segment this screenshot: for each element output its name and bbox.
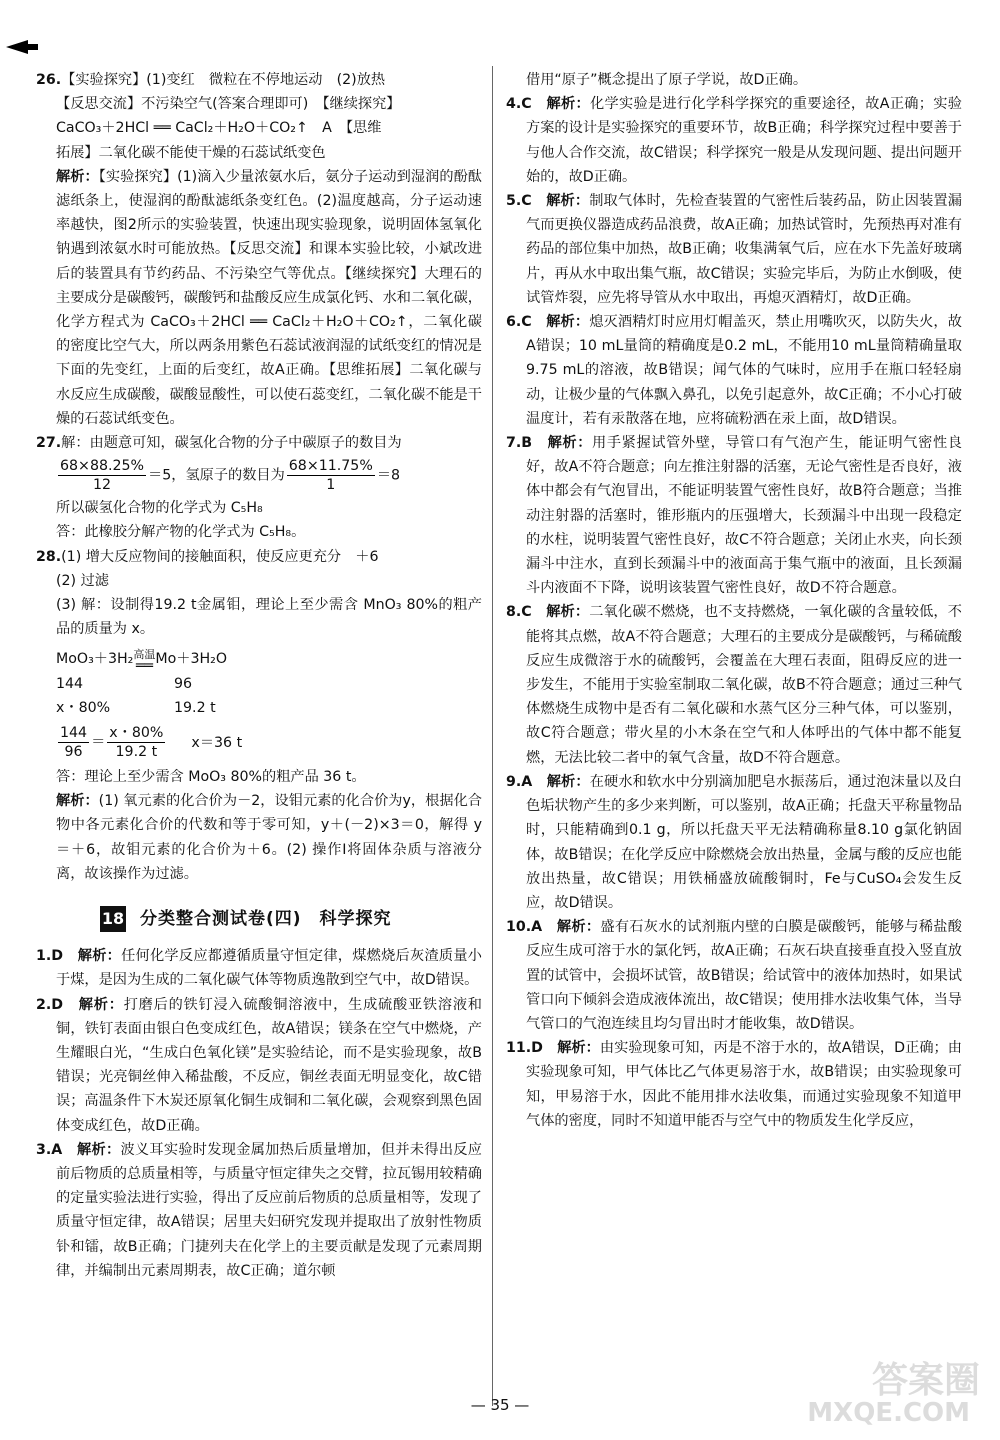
page-corner-arrow-tail (26, 44, 38, 50)
q27-answer: 答：此橡胶分解产物的化学式为 C₅H₈。 (56, 524, 306, 541)
q27-end: ＝8 (376, 467, 401, 484)
analysis-label: 解析： (547, 435, 593, 452)
q28-answer: 答：理论上至少需含 MoO₃ 80%的粗产品 36 t。 (56, 769, 366, 786)
answer-choice: D (51, 996, 64, 1013)
analysis-text: 由实验现象可知，丙是不溶于水的，故A错误，D正确；由实验现象可知，甲气体比乙气体更易溶于水，故B错误；由实验现象可知，甲易溶于水，因此不能用排水法收集，而通过实验现象不知道甲气体的密度，同时不知道甲能否与空气中的物质发生化学反应， (526, 1040, 962, 1129)
left-answer-list (36, 944, 482, 1283)
q28-analysis-label: 解析： (56, 793, 99, 810)
column-divider (492, 66, 493, 1406)
answer-item (506, 310, 962, 431)
q26-analysis-label: 解析： (56, 168, 99, 185)
answer-choice: C (521, 193, 532, 210)
answer-choice: C (521, 604, 532, 621)
answer-choice: A (531, 919, 543, 936)
answer-item (506, 770, 962, 915)
analysis-label: 解析： (78, 996, 124, 1013)
q27-fraction-hydrogen: $\frac{68\times 11.75\%}{1}$ (288, 458, 373, 494)
answer-number: 11. (506, 1040, 532, 1057)
q26-line-4: 拓展】二氧化碳不能使干燥的石蕊试纸变色 (56, 144, 326, 161)
left-column (36, 68, 482, 1283)
q28-number: 28. (36, 548, 62, 565)
analysis-text: 制取气体时，先检查装置的气密性后装药品，防止因装置漏气而更换仪器造成药品浪费，故A正确；加热试管时，先预热再对准有药品的部位集中加热，故B正确；收集满氧气后，应在水下先盖好玻璃片，再从水中取出集气瓶，故C错误；实验完毕后，为防止水倒吸，使试管炸裂，应先将导管从水中取出，再熄灭酒精灯，故D正确。 (526, 193, 962, 306)
answer-item (506, 915, 962, 1036)
section-heading (100, 906, 482, 932)
answer-item (506, 600, 962, 769)
analysis-label: 解析： (77, 1141, 121, 1158)
analysis-text: 用手紧握试管外壁，导管口有气泡产生，能证明气密性良好，故A不符合题意；向左推注射器的活塞，无论气密性是否良好，液体中都会有气泡冒出，不能证明装置气密性良好，故B符合题意；当推动注射器的活塞时，锥形瓶内的压强增大，长颈漏斗中出现一段稳定的水柱，说明装置气密性良好，故C不符合题意；关闭止水夹，向长颈漏斗中注水，直到长颈漏斗中的液面高于集气瓶中的液面，且长颈漏斗内液面不下降，说明该装置气密性良好，故D不符合题意。 (526, 435, 962, 597)
analysis-text: 波义耳实验时发现金属加热后质量增加，但并未得出反应前后物质的总质量相等，与质量守恒定律失之交臂，拉瓦锡用较精确的定量实验法进行实验，得出了反应前后物质的总质量相等，发现了质量守恒定律，故A错误；居里夫妇研究发现并提取出了放射性物质钋和镭，故B正确；门捷列夫在化学上的主要贡献是发现了元素周期律，并编制出元素周期表，故C正确；道尔顿 (56, 1141, 482, 1279)
answer-choice: D (51, 948, 64, 965)
right-answer-list (506, 92, 962, 1133)
answer-choice: C (521, 314, 532, 331)
answer-item (36, 1138, 482, 1283)
analysis-text: 在硬水和软水中分别滴加肥皂水振荡后，通过泡沫量以及白色垢状物产生的多少来判断，可以鉴别，故A正确；托盘天平称量物品时，只能精确到0.1 g，所以托盘天平无法精确称量8.10 g氯化钠固体，故B错误；在化学反应中除燃烧会放出热量，金属与酸的反应也能放出热量，故C错误；用铁桶盛放硫酸铜时，Fe与CuSO₄会发生反应，故D错误。 (526, 773, 962, 911)
analysis-text: 任何化学反应都遵循质量守恒定律，煤燃烧后灰渣质量小于煤，是因为生成的二氧化碳气体等物质逸散到空气中，故D错误。 (56, 948, 482, 989)
question-26 (36, 68, 482, 431)
answer-item (506, 431, 962, 600)
q28-analysis: (1) 氧元素的化合价为－2，设钼元素的化合价为y，根据化合物中各元素化合价的代数和等于零可知，y＋(－2)×3＝0，解得 y＝＋6，故钼元素的化合价为＋6。(2) 操作Ⅰ将固体杂质与溶液分离，故该操作为过滤。 (56, 793, 482, 882)
q27-formula-line: 所以碳氢化合物的化学式为 C₅H₈ (56, 500, 263, 517)
answer-choice: C (521, 96, 532, 113)
answer-number: 6. (506, 314, 522, 331)
q26-line-3: CaCO₃＋2HCl ══ CaCl₂＋H₂O＋CO₂↑ A 【思维 (56, 120, 382, 137)
page-number: — 35 — (470, 1396, 530, 1414)
q27-intro: 解：由题意可知，碳氢化合物的分子中碳原子的数目为 (61, 435, 402, 452)
answer-number: 10. (506, 919, 532, 936)
q26-analysis: 【实验探究】(1)滴入少量浓氨水后，氨分子运动到湿润的酚酞滤纸条上，使湿润的酚酞滤纸条变红色。(2)温度越高，分子运动速率越快，图2所示的实验装置，快速出现实验现象，说明固体氢氧化钠遇到浓氨水时可能放热。【反思交流】和课本实验比较，小斌改进后的装置具有节约药品、不污染空气等优点。【继续探究】大理石的主要成分是碳酸钙，碳酸钙和盐酸反应生成氯化钙、水和二氧化碳，化学方程式为 CaCO₃＋2HCl ══ CaCl₂＋H₂O＋CO₂↑，二氧化碳的密度比空气大，所以两条用紫色石蕊试液润湿的试纸变红的情况是下面的先变红，上面的后变红，故A正确。【思维拓展】二氧化碳与水反应生成碳酸，碳酸显酸性，可以使石蕊变红，二氧化碳不能是干燥的石蕊试纸变色。 (56, 168, 482, 427)
answer-number: 5. (506, 193, 522, 210)
analysis-label: 解析： (546, 604, 590, 621)
watermark-url: MXQE.COM (807, 1398, 970, 1428)
analysis-text: 熄灭酒精灯时应用灯帽盖灭，禁止用嘴吹灭，以防失火，故A错误；10 mL量筒的精确度是0.2 mL，不能用10 mL量筒精确量取9.75 mL的溶液，故B错误；闻气体的气味时，应用手在瓶口轻轻扇动，让极少量的气体飘入鼻孔，以免引起意外，故C正确；不小心打破温度计，若有汞散落在地，应将硫粉洒在汞上面，故D错误。 (526, 314, 962, 427)
answer-choice: A (51, 1141, 63, 1158)
q28-part-3: (3) 解：设制得19.2 t金属钼，理论上至少需含 MnO₃ 80%的粗产品的质量为 x。 (56, 597, 482, 638)
answer-choice: A (521, 773, 533, 790)
q27-number: 27. (36, 435, 62, 452)
analysis-text: 盛有石灰水的试剂瓶内壁的白膜是碳酸钙，能够与稀盐酸反应生成可溶于水的氯化钙，故A正确；石灰石块直接垂直投入竖直放置的试管中，会损坏试管，故B错误；给试管中的液体加热时，如果试管口向下倾斜会造成液体流出，故C错误；使用排水法收集气体，当导气管口的气泡连续且均匀冒出时才能收集，故D错误。 (526, 919, 962, 1032)
q28-part-2: (2) 过滤 (56, 572, 109, 589)
q28-molar-mass-row: 144 96 (56, 675, 193, 692)
answer-number: 3. (36, 1141, 52, 1158)
analysis-label: 解析： (556, 919, 601, 936)
continued-text: 借用“原子”概念提出了原子学说，故D正确。 (526, 72, 808, 88)
q28-mass-row: x・80% 19.2 t (56, 699, 216, 716)
section-number-badge: 18 (100, 906, 126, 932)
q27-fraction-carbon: $\frac{68\times 88.25\%}{12}$ (60, 458, 145, 494)
analysis-label: 解析： (557, 1040, 600, 1057)
answer-number: 9. (506, 773, 522, 790)
answer-number: 4. (506, 96, 522, 113)
answer-item (36, 944, 482, 992)
answer-choice: D (531, 1040, 543, 1057)
right-column (506, 68, 962, 1133)
page-corner-arrow-icon (6, 40, 28, 54)
answer-choice: B (521, 435, 533, 452)
watermark-logo: 答案圈 (871, 1360, 980, 1401)
analysis-text: 化学实验是进行化学科学探究的重要途径，故A正确；实验方案的设计是实验探究的重要环节，故B正确；科学探究过程中要善于与他人合作交流，故C错误；科学探究一般是从发现问题、提出问题开始的，故D正确。 (526, 96, 962, 185)
answer-item (36, 993, 482, 1138)
section-title: 分类整合测试卷(四) 科学探究 (140, 908, 392, 929)
answer-item (506, 1036, 962, 1133)
q28-equation: MoO₃＋3H₂ 高温 ══ Mo＋3H₂O (56, 647, 228, 674)
q27-mid: ＝5，氢原子的数目为 (148, 467, 285, 484)
answer-item (506, 189, 962, 310)
analysis-text: 二氧化碳不燃烧，也不支持燃烧，一氧化碳的含量较低，不能将其点燃，故A不符合题意；大理石的主要成分是碳酸钙，与稀硫酸反应生成微溶于水的硫酸钙，会覆盖在大理石表面，阻碍反应的进一步发生，不能用于实验室制取二氧化碳，故B不符合题意；通过三种气体燃烧生成物中是否有二氧化碳和水蒸气区分三种气体，可以鉴别，故C符合题意；带火星的小木条在空气和人体呼出的气体中都不能复燃，无法比较二者中的氧气含量，故D不符合题意。 (526, 604, 962, 766)
q26-line-2: 【反思交流】不污染空气(答案合理即可) 【继续探究】 (56, 96, 401, 113)
q28-proportion: $\frac{144}{96}$ ＝ $\frac{x・80\%}{19.2 t}$ x＝36 t (60, 725, 243, 761)
answer-number: 8. (506, 604, 522, 621)
q28-part-1: (1) 增大反应物间的接触面积，使反应更充分 ＋6 (61, 548, 379, 565)
analysis-label: 解析： (546, 96, 590, 113)
answer-number: 7. (506, 435, 522, 452)
answer-number: 1. (36, 948, 52, 965)
analysis-label: 解析： (546, 193, 590, 210)
question-28 (36, 545, 482, 886)
q26-number: 26. (36, 72, 62, 88)
analysis-text: 打磨后的铁钉浸入硫酸铜溶液中，生成硫酸亚铁溶液和铜，铁钉表面由银白色变成红色，故A错误；镁条在空气中燃烧，产生耀眼白光，“生成白色氧化镁”是实验结论，而不是实验现象，故B错误；光亮铜丝伸入稀盐酸，不反应，铜丝表面无明显变化，故C错误；高温条件下木炭还原氧化铜生成铜和二氧化碳，会观察到黑色固体变成红色，故D正确。 (56, 996, 482, 1134)
answer-number: 2. (36, 996, 52, 1013)
answer-item (506, 92, 962, 189)
q26-line-1: 【实验探究】(1)变红 微粒在不停地运动 (2)放热 (61, 72, 386, 88)
analysis-label: 解析： (77, 948, 122, 965)
question-27 (36, 431, 482, 545)
analysis-label: 解析： (546, 773, 590, 790)
analysis-label: 解析： (546, 314, 590, 331)
